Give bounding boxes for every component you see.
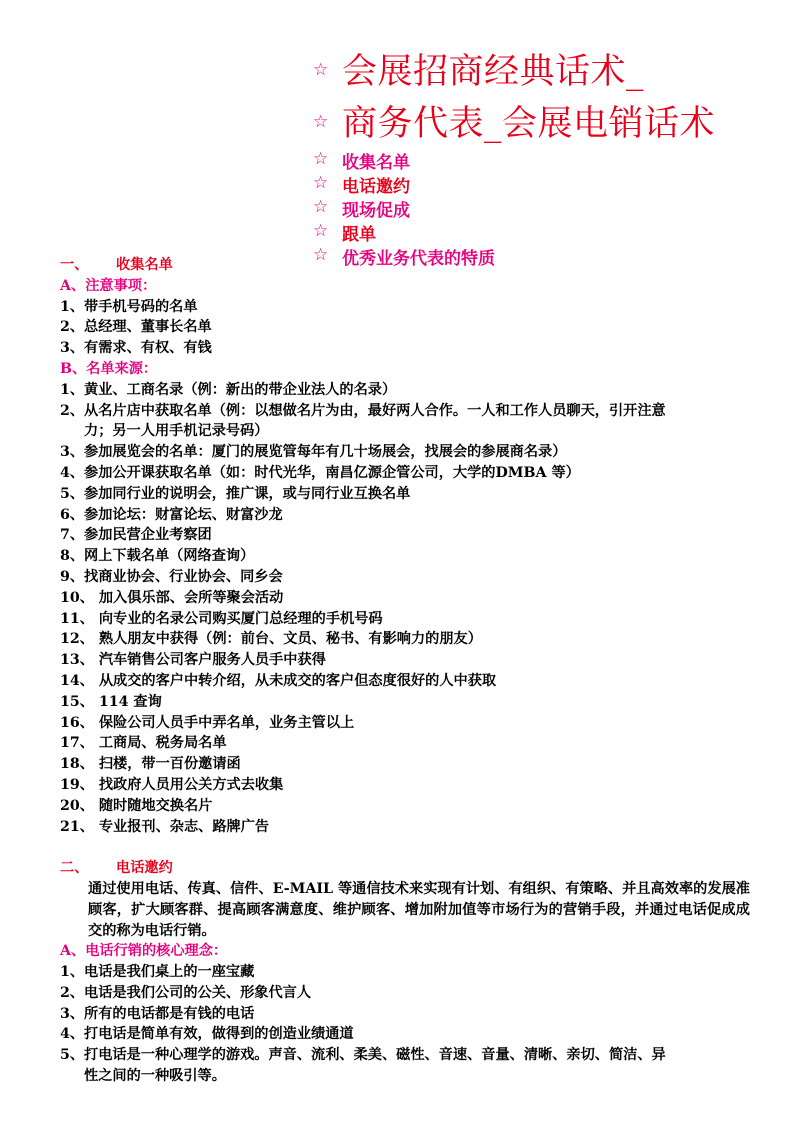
list-item-continued: 力；另一人用手机记录号码） [84, 423, 269, 440]
list-item: 2、从名片店中获取名单（例：以想做名片为由，最好两人合作。一人和工作人员聊天，引开注意 [60, 402, 666, 419]
list-item: 18、 扫楼，带一百份邀请函 [60, 756, 241, 773]
list-item: 17、 工商局、税务局名单 [60, 735, 227, 752]
star-icon: ☆ [313, 173, 329, 193]
list-item: 9、找商业协会、行业协会、同乡会 [60, 568, 283, 585]
list-item: 3、所有的电话都是有钱的电话 [60, 1005, 255, 1022]
toc-item-label: 跟单 [342, 225, 376, 245]
list-item: 12、 熟人朋友中获得（例：前台、文员、秘书、有影响力的朋友） [60, 631, 482, 648]
list-item: 5、打电话是一种心理学的游戏。声音、流利、柔美、磁性、音速、音量、清晰、亲切、简洁、异 [60, 1047, 666, 1064]
toc-item-label: 优秀业务代表的特质 [342, 249, 495, 269]
list-item: 3、有需求、有权、有钱 [60, 340, 212, 357]
list-item: 19、 找政府人员用公关方式去收集 [60, 776, 284, 793]
list-item: 2、总经理、董事长名单 [60, 319, 212, 336]
list-item: 5、参加同行业的说明会，推广课，或与同行业互换名单 [60, 485, 411, 502]
star-icon: ☆ [313, 60, 329, 80]
list-item: 10、 加入俱乐部、会所等聚会活动 [60, 589, 284, 606]
star-icon: ☆ [313, 149, 329, 169]
toc-item-label: 收集名单 [342, 153, 410, 173]
list-item-continued: 性之间的一种吸引等。 [84, 1068, 226, 1085]
list-item: 1、黄业、工商名录（例：新出的带企业法人的名录） [60, 381, 397, 398]
list-item: 20、 随时随地交换名片 [60, 797, 213, 814]
doc-title-1: 会展招商经典话术_ [342, 52, 645, 92]
list-item: 8、网上下载名单（网络查询） [60, 548, 255, 565]
section-heading: 二、 电话邀约 [60, 860, 173, 877]
list-item: 7、参加民营企业考察团 [60, 527, 212, 544]
list-item: 15、 114 查询 [60, 693, 162, 710]
list-item: 1、电话是我们桌上的一座宝藏 [60, 964, 255, 981]
toc-item-label: 电话邀约 [342, 177, 410, 197]
list-item: 11、 向专业的名录公司购买厦门总经理的手机号码 [60, 610, 383, 627]
subsection-heading: B、名单来源： [60, 360, 158, 377]
list-item: 13、 汽车销售公司客户服务人员手中获得 [60, 652, 326, 669]
star-icon: ☆ [313, 112, 329, 132]
list-item: 3、参加展览会的名单：厦门的展览管每年有几十场展会，找展会的参展商名录） [60, 444, 567, 461]
list-item [60, 837, 750, 858]
star-icon: ☆ [313, 221, 329, 241]
paragraph: 通过使用电话、传真、信件、E-MAIL 等通信技术来实现有计划、有组织、有策略、并且高效率的发展准顾客，扩大顾客群、提高顾客满意度、维护顾客、增加附加值等市场行为的营销手段，并通过电话促成成交的称为电话行销。 [88, 880, 750, 939]
list-item: 1、带手机号码的名单 [60, 298, 198, 315]
star-icon: ☆ [313, 197, 329, 217]
section-heading: 一、 收集名单 [60, 257, 173, 273]
list-item: 14、 从成交的客户中转介绍，从未成交的客户但态度很好的人中获取 [60, 672, 497, 689]
list-item: 4、打电话是简单有效，做得到的创造业绩通道 [60, 1026, 354, 1043]
list-item: 6、参加论坛：财富论坛、财富沙龙 [60, 506, 283, 523]
toc-item-label: 现场促成 [342, 201, 410, 221]
doc-title-2: 商务代表_会展电销话术 [342, 104, 716, 144]
list-item: 21、 专业报刊、杂志、路牌广告 [60, 818, 270, 835]
star-icon: ☆ [313, 245, 329, 265]
subsection-heading: A、电话行销的核心理念： [60, 943, 228, 960]
document-body [60, 255, 750, 1087]
list-item: 2、电话是我们公司的公关、形象代言人 [60, 984, 312, 1001]
subsection-heading: A、注意事项： [60, 277, 157, 294]
list-item: 4、参加公开课获取名单（如：时代光华，南昌亿源企管公司，大学的DMBA 等） [60, 464, 580, 481]
list-item: 16、 保险公司人员手中弄名单，业务主管以上 [60, 714, 355, 731]
